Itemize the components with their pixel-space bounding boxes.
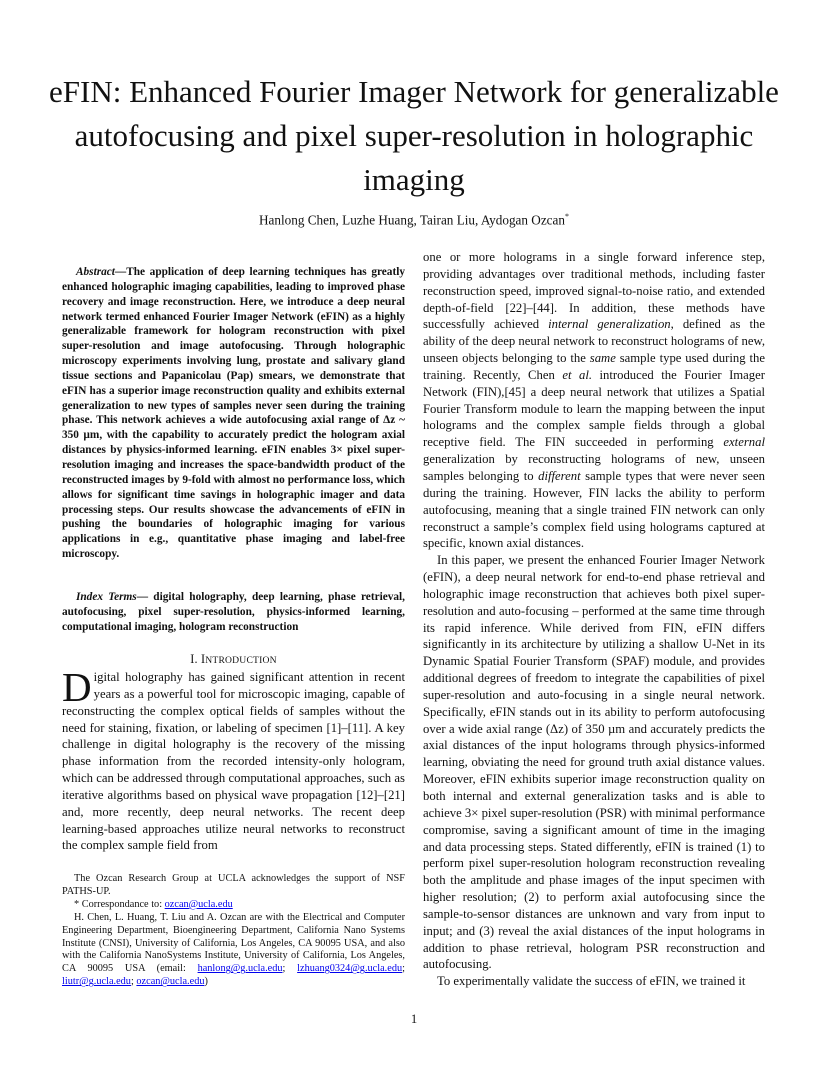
email-link-chen[interactable]: hanlong@g.ucla.edu (197, 963, 283, 975)
emphasis-external: external (723, 435, 765, 450)
section-heading-introduction (62, 651, 405, 669)
body-paragraph-efin: In this paper, we present the enhanced Fourier Imager Network (eFIN), a deep neural network for end-to-end phase retrieval and holographic image reconstruction that achieves both pixel super-resolution and auto-focusing – performed at the same time through its rapid inference. While derived from FIN, eFIN differs significantly in its architecture by utilizing a shallow U-Net in its Dynamic Spatial Fourier Transform (SPAF) module, and provides additional degrees of freedom to integrate the capabilities of pixel super-resolution and auto-focusing in a single neural network. Specifically, eFIN stands out in its ability to perform autofocusing over a wide axial range (Δz) of 350 µm and accurately predicts the axial distances of the input holograms through physics-informed learning, obviating the need for ground truth axial distance values. Moreover, eFIN exhibits superior image reconstruction quality on both internal and external generalization tasks and is able to achieve 3× pixel super-resolution (PSR) with minimal performance compromise, saving a significant amount of time in the imaging and data processing steps. Stated differently, eFIN is trained (1) to perform pixel super-resolution hologram reconstruction revealing both the amplitude and phase images of the input specimen with higher resolution; (2) to perform axial autofocusing since the sample-to-sensor distances are unknown and vary from input to input; and (3) reveal the axial distances of the input holograms in addition to phase retrieval, hologram PSR reconstruction and autofocusing. (423, 553, 765, 972)
body-text: sample types that were never seen during the training. However, FIN lacks the ability to perform autofocusing, meaning that a single trained FIN network can only reconstruct a sample’s complex field using holograms captured at specific, known axial distances. (423, 468, 765, 551)
abstract (62, 265, 405, 562)
footnote-affiliation (62, 912, 405, 989)
abstract-text: The application of deep learning techniques has greatly enhanced holographic imaging capabilities, leading to improved phase recovery and image reconstruction. Here, we introduce a deep neural network termed enhanced Fourier Imager Network (eFIN) as a highly generalizable framework for hologram reconstruction with pixel super-resolution and image autofocusing. Through holographic microscopy experiments involving lung, prostate and salivary gland tissue sections and Papanicolau (Pap) smears, we demonstrate that eFIN has a superior image reconstruction quality and exhibits external generalization to new types of samples never seen during the training phase. This network achieves a wide autofocusing axial range of Δz ~ 350 µm, with the capability to accurately predict the hologram axial distances by physics-informed learning. eFIN enables 3× pixel super-resolution imaging and increases the space-bandwidth product of the reconstructed images by 9-fold with almost no performance loss, which allows for significant time savings in holographic imager and data processing steps. Our results showcase the advancements of eFIN in pushing the boundaries of holographic imaging for various applications in e.g., quantitative phase imaging and label-free microscopy. (62, 266, 405, 561)
body-text: , defined as the ability of the deep neural network to reconstruct holograms of new, unseen objects belonging to the (423, 317, 765, 366)
index-terms-text: digital holography, deep learning, phase retrieval, autofocusing, pixel super-resolution, physics-informed learning, computational imaging, hologram reconstruction (62, 591, 406, 633)
abstract-label: Abstract (76, 266, 115, 278)
correspondence-label: * Correspondance to: (74, 898, 165, 910)
affiliation-close: ) (204, 976, 208, 988)
intro-paragraph (62, 664, 405, 854)
drop-cap: D (62, 664, 92, 710)
intro-text: igital holography has gained significant attention in recent years as a powerful tool for microscopic imaging, capable of reconstructing the complex optical fields of samples without the need for staining, fixation, or labeling of specimen [1]–[11]. A key challenge in digital holography is the recovery of the missing phase information from the recorded intensity-only hologram, which can be addressed through computational approaches, such as iterative algorithms based on physical wave propagation [12]–[21] and, more recently, deep neural networks. The recent deep learning-based approaches utilize neural networks to reconstruct the complex sample field from (62, 670, 405, 853)
emphasis-internal-generalization: internal generalization (548, 317, 671, 332)
footnote-correspondence (62, 899, 405, 912)
index-terms-paragraph (62, 590, 405, 635)
affiliation-text: H. Chen, L. Huang, T. Liu and A. Ozcan are with the Electrical and Computer Engineering Department, Bioengineering Department, California Nano Systems Institute (CNSI), University of California, Los Angeles, CA 90095 USA, and also with the California NanoSystems Institute, University of California, Los Angeles, CA 90095 USA (email: (62, 911, 405, 975)
page-number: 1 (410, 1012, 418, 1026)
email-link-liu[interactable]: liutr@g.ucla.edu (62, 976, 131, 988)
body-paragraph-validation: To experimentally validate the success of eFIN, we trained it (437, 974, 746, 989)
author-names: Hanlong Chen, Luzhe Huang, Tairan Liu, Aydogan Ozcan (259, 212, 565, 228)
footnotes (62, 873, 405, 989)
abstract-paragraph (62, 265, 405, 562)
body-text: introduced the Fourier Imager Network (FIN),[45] a deep neural network that utilizes a Spatial Fourier Transform module to learn the mapping between the input holograms and the complex sample fields through a global receptive field. The FIN succeeded in performing (423, 367, 765, 450)
correspondence-email-link[interactable]: ozcan@ucla.edu (164, 898, 233, 910)
email-separator: ; (402, 963, 406, 975)
emphasis-same: same (589, 351, 616, 366)
right-column-body (423, 249, 765, 990)
emphasis-et-al: et al. (562, 367, 593, 382)
abstract-label-separator: — (114, 266, 127, 278)
body-paragraph-continued (423, 249, 765, 552)
email-link-ozcan[interactable]: ozcan@ucla.edu (136, 976, 205, 988)
email-link-huang[interactable]: lzhuang0324@g.ucla.edu (297, 963, 403, 975)
index-terms-label: Index Terms (76, 591, 137, 603)
introduction-body (62, 664, 405, 854)
body-text: sample type used during the training. Recently, Chen (423, 351, 765, 382)
index-terms (62, 590, 405, 635)
paper-title: eFIN: Enhanced Fourier Imager Network for generalizable autofocusing and pixel super-resolution in holographic imaging (49, 74, 779, 197)
section-title-rest: NTRODUCTION (205, 655, 277, 666)
email-separator: ; (282, 963, 298, 975)
email-separator: ; (130, 976, 137, 988)
section-title-initial: I (201, 652, 206, 666)
emphasis-different: different (538, 468, 581, 483)
corresponding-author-mark: * (564, 212, 569, 221)
author-list (40, 209, 788, 228)
body-text: one or more holograms in a single forward inference step, providing advantages over traditional methods, including faster reconstruction speed, improved signal-to-noise ratio, and extended depth-of-field [22]–[44]. In addition, these methods have successfully achieved (423, 250, 765, 332)
footnote-acknowledgement: The Ozcan Research Group at UCLA acknowledges the support of NSF PATHS-UP. (62, 873, 405, 897)
section-numeral: I. (190, 652, 201, 666)
index-terms-separator: — (136, 591, 154, 603)
body-text: generalization by reconstructing holograms of new, unseen samples belonging to (423, 452, 765, 483)
